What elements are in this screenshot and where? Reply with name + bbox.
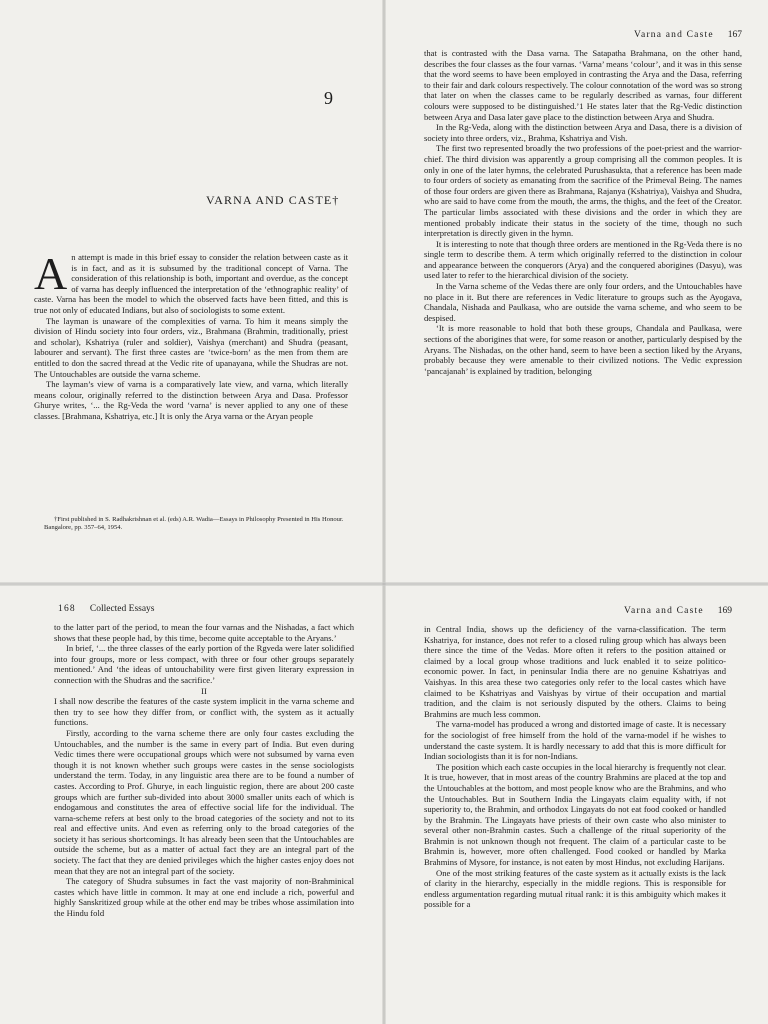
page-chapter-opening (0, 0, 384, 584)
paragraph: The category of Shudra subsumes in fact the vast majority of non-Brahminical castes which have little in common. It may at one end include a rich, powerful and highly Sanskritized group while at the other end may be tribes whose assimilation into the Hindu fold (54, 876, 354, 919)
paragraph: In the Rg-Veda, along with the distinction between Arya and Dasa, there is a division of society into three orders, viz., Brahma, Kshatriya and Vish. (424, 122, 742, 143)
chapter-title: VARNA AND CASTE† (206, 193, 340, 207)
paragraph: The layman’s view of varna is a comparatively late view, and varna, which literally means colour, originally referred to the distinction between Arya and Dasa. Professor Ghurye writes, ‘... the Rg-Veda the word ‘varna’ is never applied to any one of these classes. [Brahmana, Kshatriya, etc.] It is only the Arya varna or the Aryan people (34, 379, 348, 421)
paragraph: to the latter part of the period, to mean the four varnas and the Nishadas, a fact which shows that these people had, by this time, become quite acceptable to the Aryans.’ (54, 622, 354, 643)
page-body-text (54, 622, 354, 919)
chapter-body-text (34, 248, 348, 422)
page-number: 167 (727, 30, 742, 40)
page-168 (0, 584, 384, 1024)
paragraph: One of the most striking features of the caste system as it actually exists is the lack of clarity in the hierarchy, especially in the middle regions. This is responsible for endless argumentation regarding mutual ritual rank: it is this ambiguity which makes it possible for a (424, 867, 726, 910)
page-gutter (382, 0, 386, 1024)
running-head (634, 30, 742, 40)
running-head-title: Varna and Caste (624, 606, 704, 616)
drop-cap: A (34, 248, 68, 299)
paragraph: The varna-model has produced a wrong and distorted image of caste. It is necessary for the sociologist of free himself from the hold of the varna-model if he wishes to understand the caste system. It is hardly necessary to add that this is more difficult for Indian sociologists than it is for non-Indians. (424, 719, 726, 762)
chapter-number: 9 (324, 88, 333, 108)
opening-paragraph: An attempt is made in this brief essay to consider the relation between caste as it is in fact, and as it is subsumed by the traditional concept of Varna. The consideration of this relationship is both, important and overdue, as the concept of varna has deeply influenced the interpretation of the ‘ethnographic reality’ of caste. Varna has been the model to which the observed facts have been fitted, and this is true not only of educated Indians, but also of sociologists to some extent. (34, 248, 348, 315)
footnote: †First published in S. Radhakrishnan et al. (eds) A.R. Wadia—Essays in Philosophy Presented in His Honour. Bangalore, pp. 357–64, 1954. (44, 516, 344, 532)
paragraph: ‘It is more reasonable to hold that both these groups, Chandala and Paulkasa, were sections of the aborigines that were, for some reason or another, particularly despised by the Aryans. The Nishadas, on the other hand, seem to have been a section liked by the Aryans, probably because they were amenable to their civilized notions. The Vedic expression ‘pancajanah’ is explained by tradition, belonging (424, 323, 742, 376)
page-169 (384, 584, 768, 1024)
section-number: II (201, 685, 207, 696)
paragraph: The first two represented broadly the two professions of the poet-priest and the warrior-chief. The third division was apparently a group comprising all the common peoples. It is only in one of the later hymns, the celebrated Purushasukta, that a reference has been made to four orders of society as emanating from the sacrifice of the Primeval Being. The names of those four orders are given there as Brahmana, Rajanya (Kshatriya), Vaishya and Shudra, who are said to have come from the mouth, the arms, the thighs, and the feet of the Creator. The particular limbs associated with these divisions and the order in which they are mentioned probably indicate their status in the society of the time, though no such interpretation is directly given in the hymn. (424, 143, 742, 239)
page-167 (384, 0, 768, 584)
paragraph: in Central India, shows up the deficiency of the varna-classification. The term Kshatriya, for instance, does not refer to a closed ruling group which has always been there since the time of the Vedas. More often it refers to the position attained or claimed by a local group whose traditions and luck enabled it to seize politico-economic power. In fact, in peninsular India there are no genuine Kshatriyas and Vaishyas. In this area these two categories only refer to the local castes which have claimed to be Kshatriyas and Vaishyas by virtue of their occupation and martial tradition, and the claim is not seriously disputed by the others. Claims to being Brahmins are much less common. (424, 624, 726, 719)
paragraph: Firstly, according to the varna scheme there are only four castes excluding the Untouchables, and the number is the same in every part of India. But even during Vedic times there were occupational groups which were not subsumed by varna even though it is not known whether such groups were castes in the sense sociologists understand the term. Today, in any linguistic area there are to be found a number of castes. According to Prof. Ghurye, in each linguistic region, there are about 200 caste groups which are further sub-divided into about 3000 smaller units each of which is endogamous and constitutes the area of effective social life for the individual. The varna-scheme refers at best only to the broad categories of the society and not to its real and effective units. And even as referring only to the broad categories of the society it has serious shortcomings. It has already been seen that the Untouchables are outside the scheme, but as a matter of actual fact they are an integral part of the society. The fact that they are denied privileges which the higher castes enjoy does not mean that they are not an integral part of the society. (54, 727, 354, 876)
running-head-title: Collected Essays (89, 604, 155, 614)
page-number: 168 (58, 604, 76, 614)
running-head (624, 606, 732, 616)
paragraph: I shall now describe the features of the caste system implicit in the varna scheme and then try to see how they differ from, or conflict with, the system as it actually functions. (54, 696, 354, 728)
paragraph: The layman is unaware of the complexities of varna. To him it means simply the division of Hindu society into four orders, viz., Brahmana (Brahmin, traditionally, priest and scholar), Kshatriya (ruler and soldier), Vaishya (merchant) and Shudra (peasant, labourer and servant). The first three castes are ‘twice-born’ as the men from them are entitled to don the sacred thread at the Vedic rite of upanayana, while the Shudras are not. The Untouchables are outside the varna scheme. (34, 315, 348, 379)
page-divider (0, 582, 768, 586)
paragraph: It is interesting to note that though three orders are mentioned in the Rg-Veda there is no single term to describe them. A term which originally referred to the distinction in colour and appearance between the conquerors (Arya) and the conquered aborigines (Dasyu), was used later to refer to the hierarchical division of the society. (424, 238, 742, 281)
paragraph: In the Varna scheme of the Vedas there are only four orders, and the Untouchables have no place in it. But there are references in Vedic literature to groups such as the Ayogava, Chandala, Nishada and Paulkasa, who are outside the varna scheme, and who seem to be despised. (424, 281, 742, 323)
page-body-text (424, 48, 742, 376)
page-body-text (424, 624, 726, 910)
paragraph: The position which each caste occupies in the local hierarchy is frequently not clear. It is true, however, that in most areas of the country Brahmins are placed at the top and the Untouchables at the bottom, and most people know who are the Brahmins, and who the Untouchables. But in Southern India the Lingayats claim equality with, if not superiority to, the Brahmin, and orthodox Lingayats do not eat food cooked or handled by the Brahmin. The Lingayats have priests of their own caste who also minister to several other non-Brahmin castes. Such a challenge of the ritual superiority of the Brahmin is not unknown though not frequent. The claim of a particular caste to be Brahmin is, however, more often challenged. Food cooked or handled by Marka Brahmins of Mysore, for instance, is not eaten by most Hindus, not excluding Harijans. (424, 761, 726, 868)
page-number: 169 (717, 606, 732, 616)
running-head (58, 604, 155, 614)
paragraph: that is contrasted with the Dasa varna. The Satapatha Brahmana, on the other hand, describes the four classes as the four varnas. ‘Varna’ means ‘colour’, and it was in this sense that the word seems to have been employed in contrasting the Arya and the Dasa, referring to their fair and dark colours respectively. The colour connotation of the word was so strong that later on when the classes came to be regularly described as varnas, four different colours were supposed to be distinguished.’1 He states later that the Rg-Vedic distinction between Arya and Dasa later gave place to the distinction between Arya and Shudra. (424, 48, 742, 122)
paragraph: In brief, ‘... the three classes of the early portion of the Rgveda were later solidified into four groups, more or less compact, with three or four other groups separately mentioned.’ And ‘the ideas of untouchability were first given literary expression in connection with the Shudras and the sacrifice.’ (54, 643, 354, 685)
running-head-title: Varna and Caste (634, 30, 714, 40)
